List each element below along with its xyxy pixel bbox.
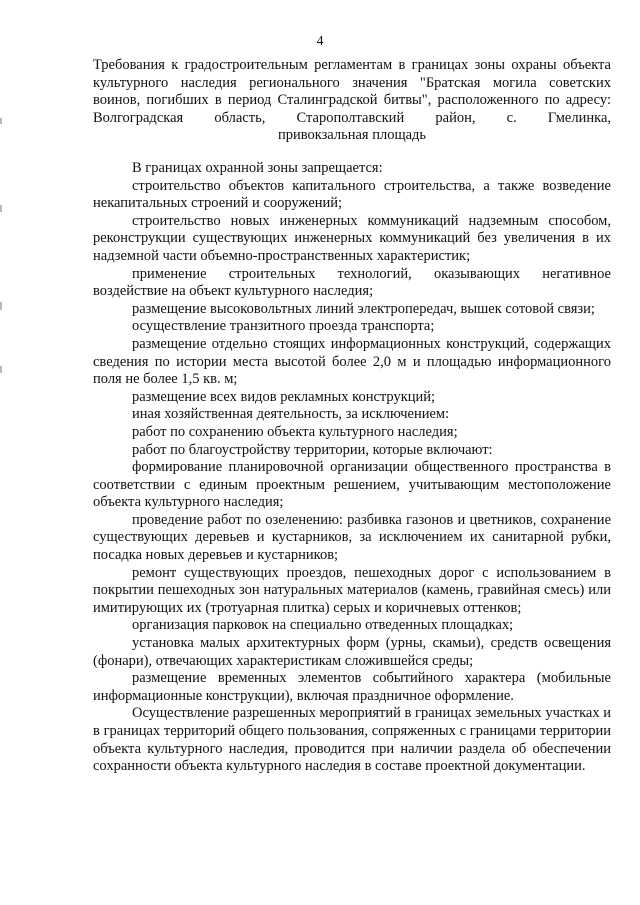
body-paragraph: работ по благоустройству территории, которые включают: — [132, 441, 493, 458]
body-paragraph: работ по сохранению объекта культурного наследия; — [132, 423, 458, 440]
body-paragraph: организация парковок на специально отведенных площадках; — [132, 617, 514, 634]
body-paragraph: размещение высоковольтных линий электропередач, вышек сотовой связи; — [132, 300, 595, 317]
body-paragraph: размещение отдельно стоящих информационных конструкций, содержащих сведения по истории места высотой более 2,0 м и площадью информационного поля не более 1,5 кв. м; — [93, 335, 611, 388]
scan-edge-mark — [0, 205, 2, 212]
body-paragraph: В границах охранной зоны запрещается: — [132, 160, 383, 176]
document-title — [93, 57, 611, 145]
body-paragraph: ремонт существующих проездов, пешеходных дорог с использованием в покрытии пешеходных зон натуральных материалов (камень, гравийная смесь) или имитирующих их (тротуарная плитка) серых и коричневых оттенков; — [93, 564, 611, 616]
title-line: Требования к градостроительным регламентам в границах зоны охраны объекта — [93, 57, 611, 73]
body-paragraph: применение строительных технологий, оказывающих негативное воздействие на объект культурного наследия; — [93, 265, 611, 300]
body-paragraph: строительство объектов капитального строительства, а также возведение некапитальных строений и сооружений; — [93, 177, 611, 212]
title-line: воинов, погибших в период Сталинградской битвы", расположенного по адресу: — [93, 92, 611, 108]
body-paragraph: иная хозяйственная деятельность, за исключением: — [132, 406, 450, 423]
body-paragraph: проведение работ по озеленению: разбивка газонов и цветников, сохранение существующих деревьев и кустарников, за исключением их санитарной рубки, посадка новых деревьев и кустарников; — [93, 511, 611, 564]
page-number: 4 — [316, 34, 324, 49]
body-paragraph: осуществление транзитного проезда транспорта; — [132, 318, 435, 335]
body-paragraph: установка малых архитектурных форм (урны, скамьи), средств освещения (фонари), отвечающих характеристикам сложившейся среды; — [93, 635, 611, 669]
body-paragraph: размещение всех видов рекламных конструкций; — [132, 388, 436, 405]
title-line: культурного наследия регионального значения "Братская могила советских — [93, 74, 611, 91]
scan-edge-mark — [0, 302, 2, 310]
body-paragraph: строительство новых инженерных коммуникаций надземным способом, реконструкции существующих инженерных коммуникаций без увеличения в их надземной части объемно-пространственных характеристик; — [93, 212, 611, 264]
scan-edge-mark — [0, 366, 2, 373]
body-paragraph: Осуществление разрешенных мероприятий в границах земельных участках и в границах территорий общего пользования, сопряженных с границами территории объекта культурного наследия, проводится при наличии раздела об обеспечении сохранности объекта культурного наследия в составе проектной документации. — [93, 705, 611, 775]
title-line: Волгоградская область, Старополтавский район, с. Гмелинка, — [93, 109, 611, 126]
body-paragraph: размещение временных элементов событийного характера (мобильные информационные конструкции), включая праздничное оформление. — [93, 670, 611, 704]
scan-edge-mark — [0, 118, 2, 124]
title-line: привокзальная площадь — [277, 127, 427, 143]
document-body — [93, 160, 611, 776]
body-paragraph: формирование планировочной организации общественного пространства в соответствии с единым проектным решением, учитывающим местоположение объекта культурного наследия; — [93, 459, 611, 511]
